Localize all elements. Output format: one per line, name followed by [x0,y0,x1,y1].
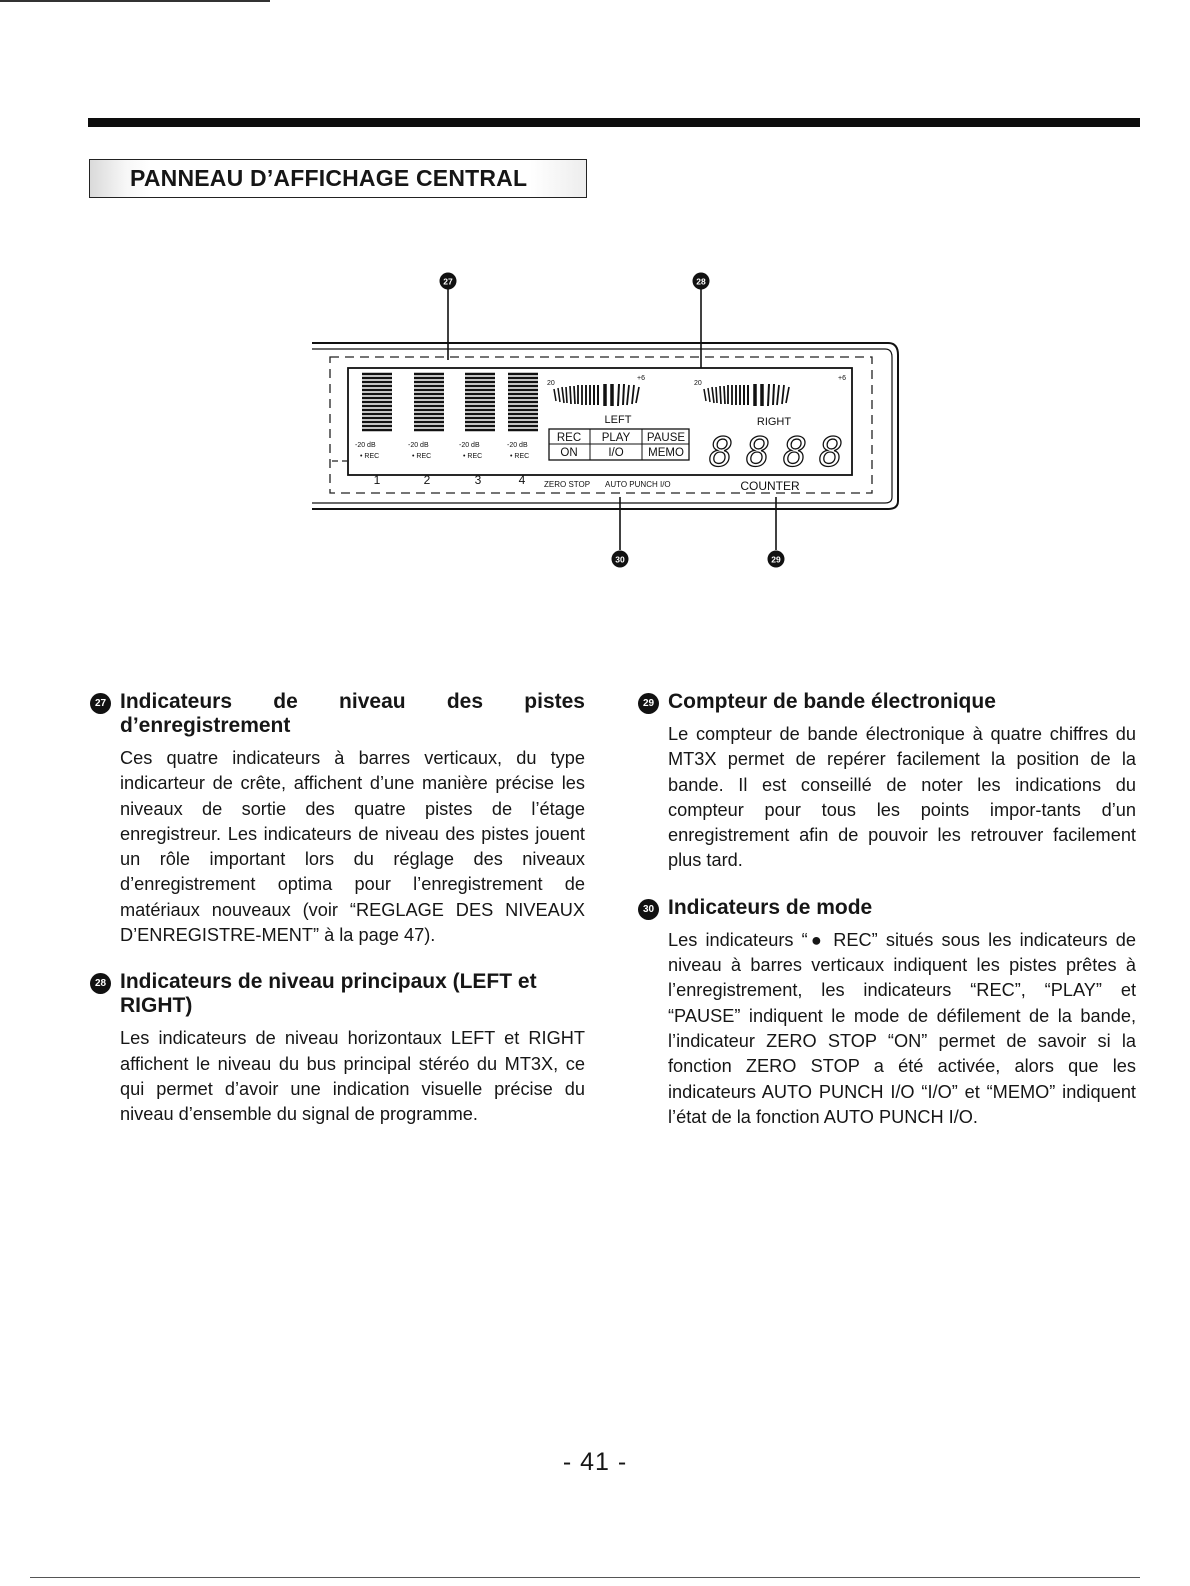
display-panel-diagram [300,265,910,585]
right-scale-high: +6 [838,375,846,382]
item-30 [638,896,1136,1130]
mode-play: PLAY [601,432,631,444]
right-column [638,690,1136,1152]
callout-27 [440,273,457,361]
meter-db-label: -20 dB [459,442,480,449]
meter-rec-label: • REC [463,453,483,460]
section-title: PANNEAU D’AFFICHAGE CENTRAL [89,159,587,198]
svg-text:28: 28 [696,276,706,287]
item-body: Les indicateurs de niveau horizontaux LEFT et RIGHT affichent le niveau du bus principal stéréo du MT3X, ce qui permet d’avoir une indication visuelle précise du niveau d’ensemble du signal de programme. [120,1028,585,1125]
counter-label: COUNTER [740,479,800,493]
mode-rec: REC [556,432,582,444]
track-number: 4 [518,473,526,487]
track-number: 3 [474,473,482,487]
callout-29 [768,497,785,568]
item-title: Compteur de bande électronique [668,690,996,713]
mode-io: I/O [608,447,624,459]
track-number: 2 [423,473,431,487]
item-27 [90,690,585,948]
svg-text:27: 27 [443,276,453,287]
item-28 [90,970,585,1127]
left-meter-label: LEFT [604,414,632,426]
svg-text:30: 30 [615,554,625,565]
item-title: Indicateurs de mode [668,895,873,919]
page-number: - 41 - [562,1448,628,1476]
left-column [90,690,585,1150]
item-body: Les indicateurs “● REC” situés sous les indicateurs de niveau à barres verticaux indiquent les pistes prêtes à l’enregistrement, les indicateurs “REC”, “PLAY” et “PAUSE” indiquent le mode de défilement de la bande, l’indicateur ZERO STOP “ON” permet de savoir si la fonction ZERO STOP a été activée, alors que les indicateurs AUTO PUNCH I/O “I/O” et “MEMO” indiquent l’état de la fonction AUTO PUNCH I/O. [668,929,1136,1127]
mode-memo: MEMO [648,447,684,459]
counter-digit: 8 [818,430,844,476]
bottom-edge-line [30,1577,1140,1578]
counter-digit: 8 [745,430,771,476]
counter-digit: 8 [782,430,808,476]
left-scale-low: 20 [547,380,555,387]
zero-stop-label: ZERO STOP [544,480,591,489]
meter-db-label: -20 dB [408,442,429,449]
item-number-30: 30 [638,899,659,920]
item-body: Ces quatre indicateurs à barres verticaux, du type indicarteur de crête, affichent d’une manière précise les niveaux de sortie des quatre pistes de l’étage enregistreur. Les indicateurs de niveau des pistes jouent un rôle important lors du réglage des niveaux d’enregistrement optima pour l’enregistrement de matériaux nouveaux (voir “REGLAGE DES NIVEAUX D’ENREGISTRE-MENT” à la page 47). [120,748,585,946]
left-scale-high: +6 [637,375,645,382]
meter-rec-label: • REC [412,453,432,460]
item-title: Indicateurs de niveau des pistes d’enregistrement [120,690,585,737]
header-rule [88,118,1140,127]
mode-indicators [544,429,689,489]
auto-punch-label: AUTO PUNCH I/O [605,480,671,489]
meter-db-label: -20 dB [355,442,376,449]
track-number: 1 [373,473,381,487]
top-edge-line [0,0,270,2]
item-29 [638,690,1136,874]
counter-digit: 8 [708,430,734,476]
svg-text:29: 29 [771,554,781,565]
meter-db-label: -20 dB [507,442,528,449]
meter-rec-label: • REC [510,453,530,460]
item-number-28: 28 [90,973,111,994]
item-number-27: 27 [90,693,111,714]
meter-rec-label: • REC [360,453,380,460]
right-scale-low: 20 [694,380,702,387]
item-number-29: 29 [638,693,659,714]
mode-pause: PAUSE [646,432,686,444]
mode-on: ON [560,447,578,459]
callout-28 [693,273,710,370]
item-title: Indicateurs de niveau principaux (LEFT et RIGHT) [120,970,537,1018]
right-meter-label: RIGHT [756,416,792,428]
item-body: Le compteur de bande électronique à quatre chiffres du MT3X permet de repérer facilement la position de la bande. Il est conseillé de noter les indications du compteur pour tous les points impor-tants d’un enregistrement afin de pouvoir les retrouver facilement plus tard. [668,724,1136,871]
callout-30 [612,497,629,568]
